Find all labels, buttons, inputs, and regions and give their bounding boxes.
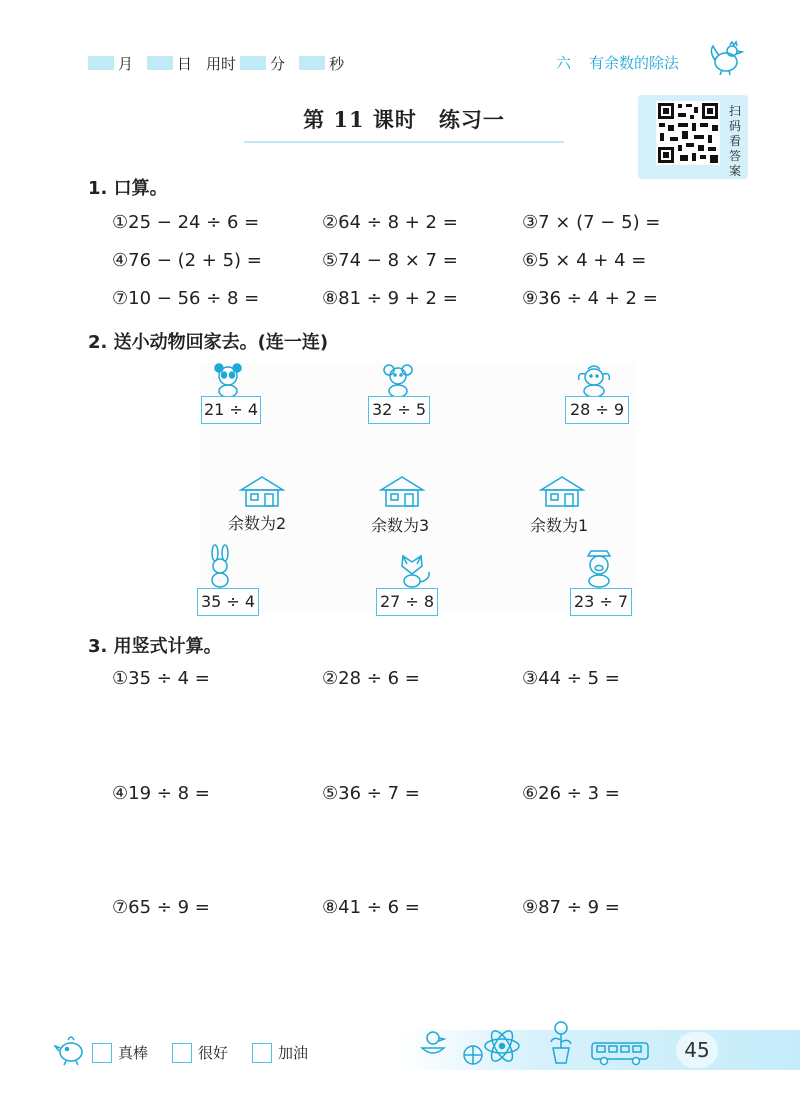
vertical-problem-2: ②28 ÷ 6 = bbox=[322, 668, 420, 689]
vertical-problem-6: ⑥26 ÷ 3 = bbox=[522, 783, 620, 804]
vertical-problem-4: ④19 ÷ 8 = bbox=[112, 783, 210, 804]
qr-caption-char: 扫 bbox=[728, 104, 741, 118]
fox-icon bbox=[394, 552, 432, 588]
mental-problem-9: ⑨36 ÷ 4 + 2 = bbox=[522, 288, 658, 309]
rating-label: 真棒 bbox=[118, 1044, 149, 1062]
chapter-number: 六 bbox=[556, 54, 572, 72]
qr-code-icon[interactable] bbox=[656, 101, 720, 165]
rating-great[interactable] bbox=[92, 1042, 148, 1063]
rating-label: 很好 bbox=[198, 1044, 229, 1062]
month-blank[interactable] bbox=[88, 56, 114, 70]
house-icon bbox=[538, 474, 586, 508]
vertical-problem-1: ①35 ÷ 4 = bbox=[112, 668, 210, 689]
house-icon bbox=[238, 474, 286, 508]
vertical-problem-8: ⑧41 ÷ 6 = bbox=[322, 897, 420, 918]
lesson-title: 第 11 课时 练习一 bbox=[303, 107, 505, 132]
minutes-label: 分 bbox=[270, 54, 286, 73]
section1-heading: 1. 口算。 bbox=[88, 178, 168, 199]
mental-problem-2: ②64 ÷ 8 + 2 = bbox=[322, 212, 458, 233]
seconds-blank[interactable] bbox=[299, 56, 325, 70]
rating-checkbox[interactable] bbox=[172, 1043, 192, 1063]
vertical-problem-3: ③44 ÷ 5 = bbox=[522, 668, 620, 689]
rating-keep-going[interactable] bbox=[252, 1042, 308, 1063]
division-card-32-5[interactable]: 32 ÷ 5 bbox=[368, 396, 430, 424]
day-blank[interactable] bbox=[147, 56, 173, 70]
qr-caption-char: 看 bbox=[728, 134, 741, 148]
rating-checkbox[interactable] bbox=[252, 1043, 272, 1063]
rating-good[interactable] bbox=[172, 1042, 228, 1063]
house-remainder-2[interactable]: 余数为2 bbox=[228, 514, 287, 533]
mental-problem-8: ⑧81 ÷ 9 + 2 = bbox=[322, 288, 458, 309]
rabbit-icon bbox=[204, 544, 236, 588]
rating-checkbox[interactable] bbox=[92, 1043, 112, 1063]
qr-caption bbox=[726, 104, 744, 179]
minutes-blank[interactable] bbox=[240, 56, 266, 70]
section2-heading: 2. 送小动物回家去。(连一连) bbox=[88, 332, 329, 353]
sheep-icon bbox=[574, 363, 614, 397]
qr-caption-char: 答 bbox=[728, 149, 741, 163]
mental-problem-1: ①25 − 24 ÷ 6 = bbox=[112, 212, 260, 233]
bird-mascot-icon bbox=[54, 1032, 88, 1066]
mental-problem-7: ⑦10 − 56 ÷ 8 = bbox=[112, 288, 260, 309]
qr-caption-char: 码 bbox=[728, 119, 741, 133]
month-label: 月 bbox=[118, 54, 134, 73]
vertical-problem-9: ⑨87 ÷ 9 = bbox=[522, 897, 620, 918]
chapter-title: 有余数的除法 bbox=[589, 54, 680, 72]
division-card-21-4[interactable]: 21 ÷ 4 bbox=[201, 396, 261, 424]
division-card-23-7[interactable]: 23 ÷ 7 bbox=[570, 588, 632, 616]
title-underline bbox=[244, 141, 564, 143]
duck-icon bbox=[418, 1028, 448, 1058]
mental-problem-4: ④76 − (2 + 5) = bbox=[112, 250, 262, 271]
bus-icon bbox=[590, 1040, 650, 1066]
pig-icon bbox=[580, 548, 618, 588]
seconds-label: 秒 bbox=[329, 54, 345, 73]
potted-plant-icon bbox=[546, 1020, 576, 1066]
mouse-icon bbox=[380, 363, 416, 397]
ball-icon bbox=[462, 1044, 484, 1066]
mental-problem-3: ③7 × (7 − 5) = bbox=[522, 212, 661, 233]
atom-icon bbox=[482, 1026, 522, 1066]
house-icon bbox=[378, 474, 426, 508]
mental-problem-6: ⑥5 × 4 + 4 = bbox=[522, 250, 647, 271]
qr-caption-char: 案 bbox=[728, 164, 741, 178]
division-card-35-4[interactable]: 35 ÷ 4 bbox=[197, 588, 259, 616]
day-label: 日 bbox=[177, 54, 193, 73]
vertical-problem-5: ⑤36 ÷ 7 = bbox=[322, 783, 420, 804]
rating-label: 加油 bbox=[278, 1044, 309, 1062]
mental-problem-5: ⑤74 − 8 × 7 = bbox=[322, 250, 458, 271]
panda-icon bbox=[210, 363, 246, 397]
division-card-28-9[interactable]: 28 ÷ 9 bbox=[565, 396, 629, 424]
vertical-problem-7: ⑦65 ÷ 9 = bbox=[112, 897, 210, 918]
chapter-heading bbox=[556, 52, 679, 73]
page-number: 45 bbox=[676, 1032, 718, 1068]
date-time-bar bbox=[88, 52, 358, 74]
house-remainder-1[interactable]: 余数为1 bbox=[530, 516, 589, 535]
rooster-icon bbox=[706, 40, 746, 76]
division-card-27-8[interactable]: 27 ÷ 8 bbox=[376, 588, 438, 616]
time-used-label: 用时 bbox=[206, 54, 237, 73]
section3-heading: 3. 用竖式计算。 bbox=[88, 636, 222, 657]
house-remainder-3[interactable]: 余数为3 bbox=[371, 516, 430, 535]
